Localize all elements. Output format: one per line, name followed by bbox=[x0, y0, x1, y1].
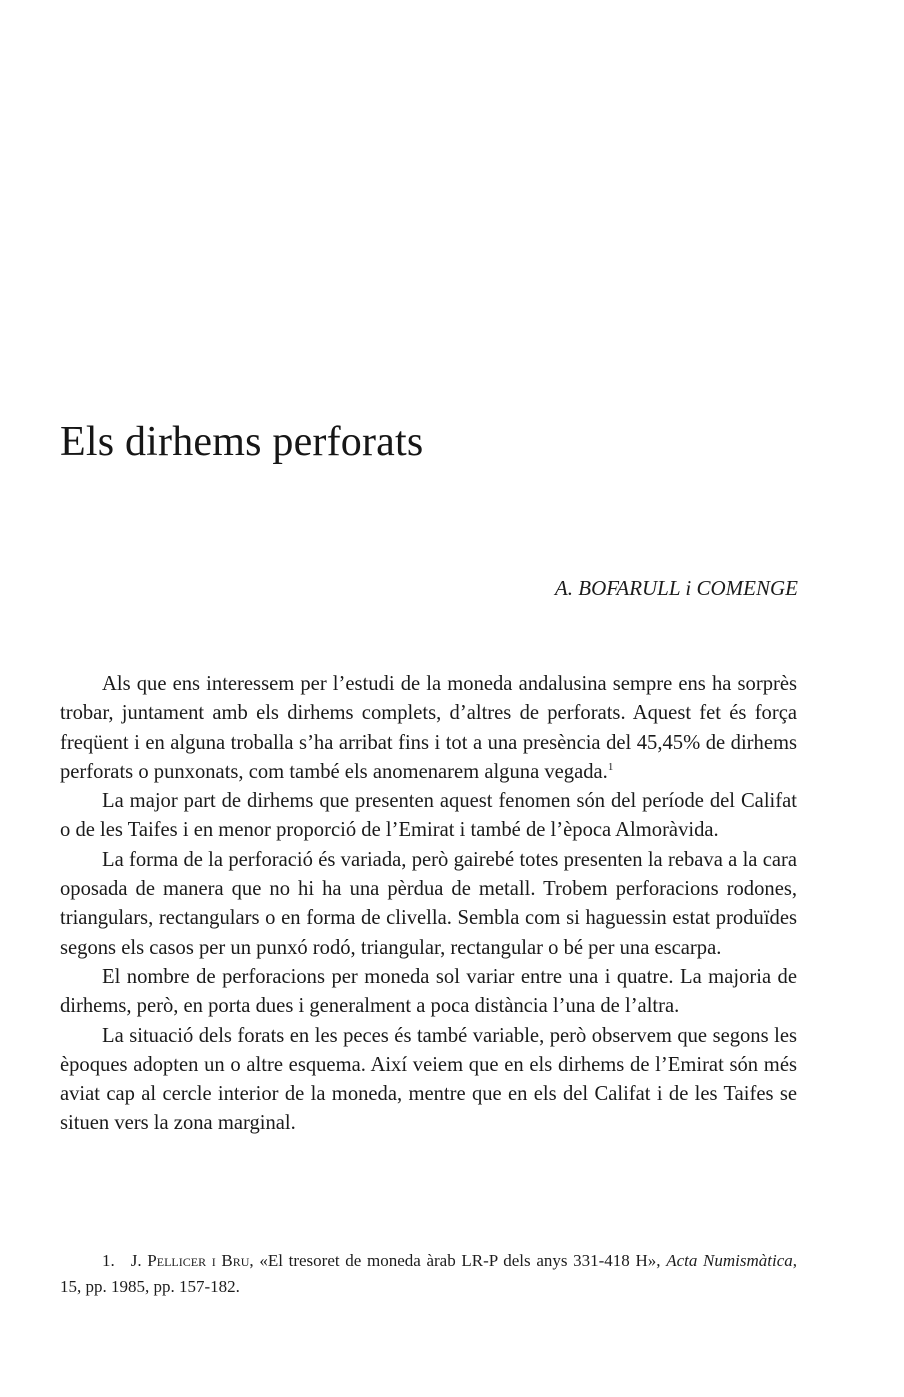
footnote-journal: Acta Numismàtica bbox=[666, 1251, 793, 1270]
footnote-reference: 1 bbox=[607, 760, 614, 773]
footnote-number: 1. bbox=[102, 1251, 115, 1270]
article-body bbox=[60, 670, 797, 1139]
article-author: A. BOFARULL i COMENGE bbox=[554, 576, 798, 600]
footnote-citation: , «El tresoret de moneda àrab LR-P dels anys 331-418 H», bbox=[249, 1251, 667, 1270]
body-paragraph: La situació dels forats en les peces és també variable, però observem que segons les èpoques adopten un o altre esquema. Així veiem que en els dirhems de l’Emirat són més aviat cap al cercle interior de la moneda, mentre que en els del Califat i de les Taifes se situen vers la zona marginal. bbox=[60, 1024, 797, 1135]
footnote-author-prefix: J. bbox=[130, 1251, 148, 1270]
body-paragraph: El nombre de perforacions per moneda sol variar entre una i quatre. La majoria de dirhems, però, en porta dues i generalment a poca distància l’una de l’altra. bbox=[60, 965, 797, 1018]
footnote-pages: , 15, pp. 1985, pp. 157-182. bbox=[60, 1251, 797, 1296]
body-paragraph bbox=[60, 670, 797, 787]
body-paragraph: La forma de la perforació és variada, però gairebé totes presenten la rebava a la cara oposada de manera que no hi ha una pèrdua de metall. Trobem perforacions rodones, triangulars, rectangulars o en forma de clivella. Sembla com si haguessin estat produïdes segons els casos per un punxó rodó, triangular, rectangular o bé per una escarpa. bbox=[60, 848, 797, 959]
footnote bbox=[60, 1248, 797, 1300]
paragraph-text: Als que ens interessem per l’estudi de la moneda andalusina sempre ens ha sorprès trobar, juntament amb els dirhems complets, d’altres de perforats. Aquest fet és força freqüent i en alguna troballa s’ha arribat fins i tot a una presència del 45,45% de dirhems perforats o punxonats, com també els anomenarem alguna vegada. bbox=[60, 673, 797, 783]
footnote-author: Pellicer i Bru bbox=[147, 1251, 250, 1270]
body-paragraph: La major part de dirhems que presenten aquest fenomen són del període del Califat o de les Taifes i en menor proporció de l’Emirat i també de l’època Almoràvida. bbox=[60, 790, 797, 842]
article-title: Els dirhems perforats bbox=[60, 419, 424, 465]
